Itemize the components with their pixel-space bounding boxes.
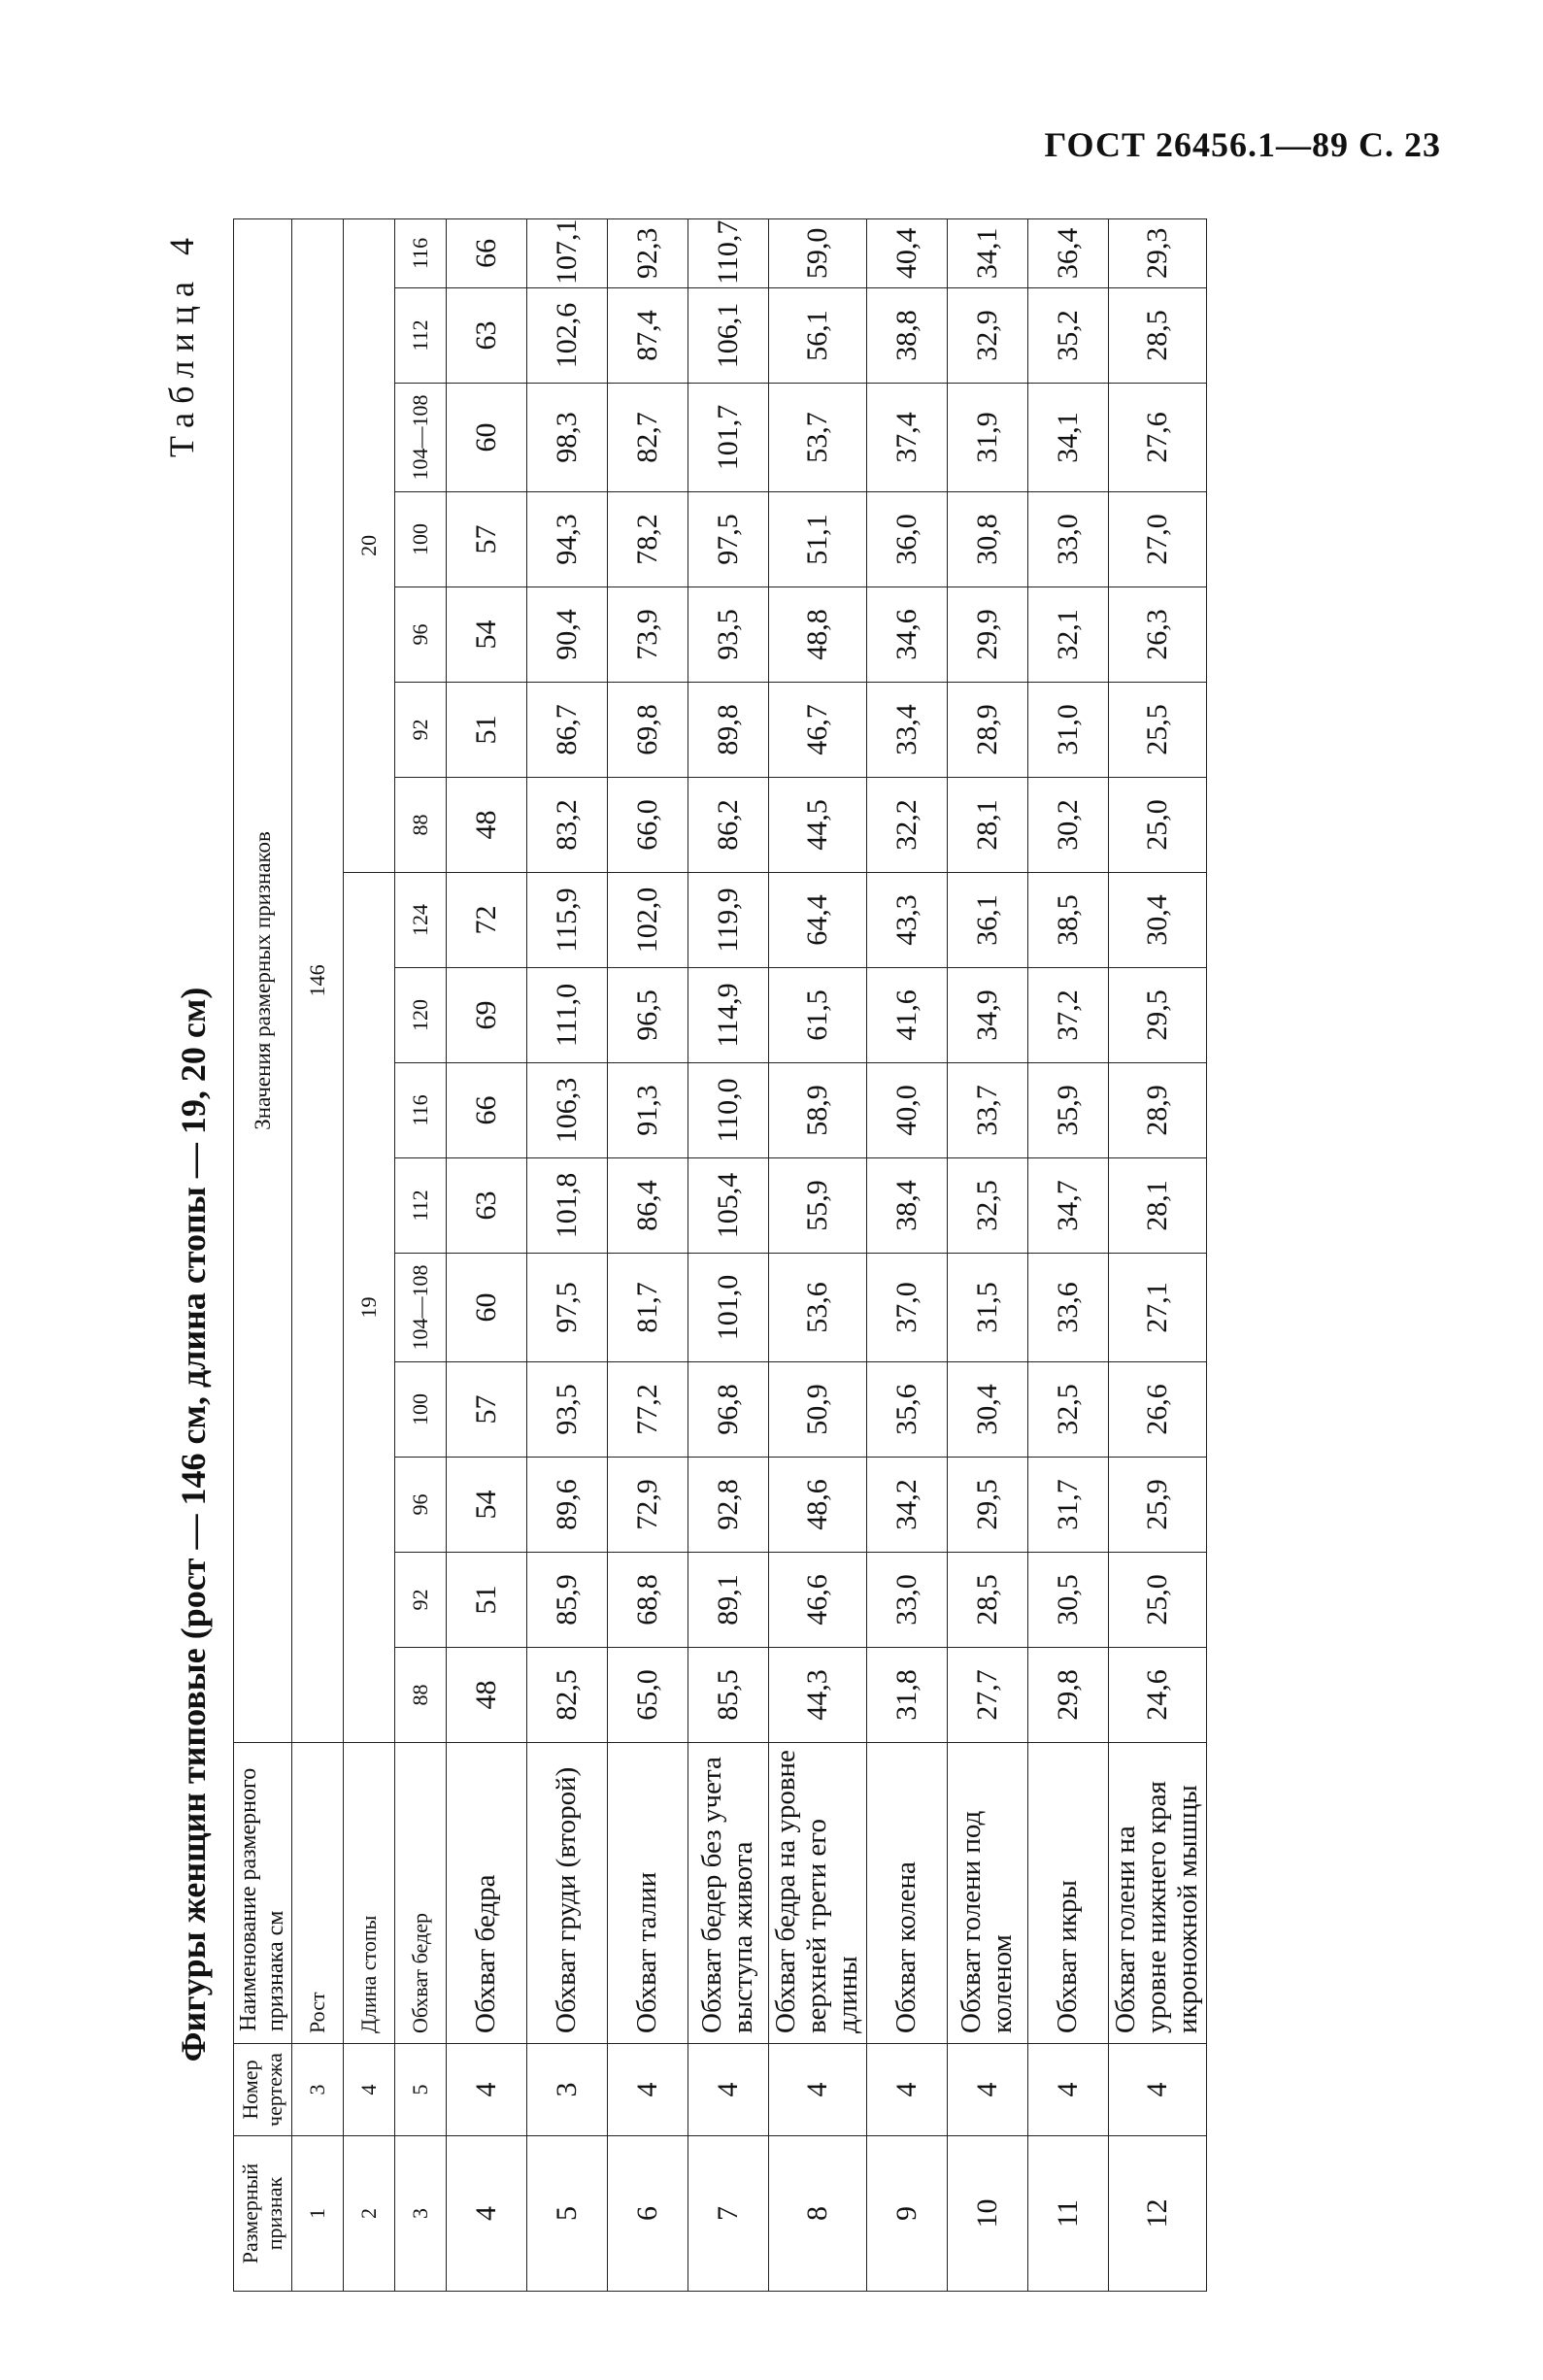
value-cell: 105,4: [688, 1158, 769, 1254]
value-cell: 37,0: [866, 1254, 947, 1362]
value-cell: 37,4: [866, 384, 947, 492]
hips-cell: 96: [395, 1458, 447, 1553]
value-cell: 63: [447, 288, 527, 384]
hips-cell: 116: [395, 218, 447, 287]
hips-cell: 92: [395, 1553, 447, 1648]
value-cell: 46,6: [769, 1553, 867, 1648]
value-cell: 60: [447, 1254, 527, 1362]
row-index: 3: [395, 2136, 447, 2292]
value-cell: 115,9: [527, 873, 608, 968]
value-cell: 35,6: [866, 1362, 947, 1458]
value-cell: 69: [447, 968, 527, 1063]
value-cell: 27,6: [1108, 384, 1206, 492]
value-cell: 30,4: [947, 1362, 1027, 1458]
value-cell: 36,4: [1027, 218, 1108, 287]
value-cell: 50,9: [769, 1362, 867, 1458]
value-cell: 27,0: [1108, 492, 1206, 587]
value-cell: 110,7: [688, 218, 769, 287]
value-cell: 53,6: [769, 1254, 867, 1362]
row-stopa: [344, 218, 395, 2291]
value-cell: 72,9: [608, 1458, 688, 1553]
value-cell: 72: [447, 873, 527, 968]
table-row: [1027, 218, 1108, 2291]
value-cell: 32,5: [1027, 1362, 1108, 1458]
value-cell: 87,4: [608, 288, 688, 384]
value-cell: 101,0: [688, 1254, 769, 1362]
value-cell: 28,9: [947, 683, 1027, 778]
value-cell: 43,3: [866, 873, 947, 968]
table-body: [292, 218, 1206, 2291]
value-cell: 31,5: [947, 1254, 1027, 1362]
table-row: [947, 218, 1027, 2291]
value-cell: 46,7: [769, 683, 867, 778]
value-cell: 85,5: [688, 1648, 769, 1743]
value-cell: 30,8: [947, 492, 1027, 587]
row-drawing-no: 4: [866, 2044, 947, 2136]
value-cell: 92,8: [688, 1458, 769, 1553]
row-drawing-no: 4: [947, 2044, 1027, 2136]
value-cell: 60: [447, 384, 527, 492]
value-cell: 38,5: [1027, 873, 1108, 968]
value-cell: 93,5: [688, 587, 769, 683]
row-name: Обхват бедер без учета выступа живота: [688, 1743, 769, 2044]
value-cell: 48: [447, 778, 527, 873]
rotated-table-block: [155, 218, 1466, 2292]
row-name: Обхват икры: [1027, 1743, 1108, 2044]
value-cell: 66,0: [608, 778, 688, 873]
row-number: 5: [527, 2136, 608, 2292]
value-cell: 29,9: [947, 587, 1027, 683]
value-cell: 119,9: [688, 873, 769, 968]
value-cell: 69,8: [608, 683, 688, 778]
row-number: 11: [1027, 2136, 1108, 2292]
table-label: Таблица 4: [162, 229, 201, 457]
table-row: [688, 218, 769, 2291]
hips-cell: 100: [395, 492, 447, 587]
row-drawing: 4: [344, 2044, 395, 2136]
row-drawing: 5: [395, 2044, 447, 2136]
hips-cell: 100: [395, 1362, 447, 1458]
value-cell: 82,7: [608, 384, 688, 492]
value-cell: 26,6: [1108, 1362, 1206, 1458]
value-cell: 28,9: [1108, 1063, 1206, 1158]
row-drawing-no: 4: [447, 2044, 527, 2136]
value-cell: 32,5: [947, 1158, 1027, 1254]
value-cell: 55,9: [769, 1158, 867, 1254]
value-cell: 54: [447, 587, 527, 683]
row-drawing-no: 4: [1027, 2044, 1108, 2136]
row-name: Обхват голени на уровне нижнего края икроножной мышцы: [1108, 1743, 1206, 2044]
value-cell: 34,1: [947, 218, 1027, 287]
table-row: [608, 218, 688, 2291]
value-cell: 107,1: [527, 218, 608, 287]
value-cell: 66: [447, 218, 527, 287]
hips-cell: 88: [395, 1648, 447, 1743]
hips-cell: 92: [395, 683, 447, 778]
value-cell: 83,2: [527, 778, 608, 873]
value-cell: 33,0: [1027, 492, 1108, 587]
col-size-sign: Размерный признак: [234, 2136, 292, 2292]
hips-cell: 104—108: [395, 1254, 447, 1362]
stopa-19: 19: [344, 873, 395, 1743]
value-cell: 32,1: [1027, 587, 1108, 683]
value-cell: 41,6: [866, 968, 947, 1063]
value-cell: 33,6: [1027, 1254, 1108, 1362]
row-number: 10: [947, 2136, 1027, 2292]
value-cell: 101,7: [688, 384, 769, 492]
row-name: Обхват груди (второй): [527, 1743, 608, 2044]
value-cell: 31,0: [1027, 683, 1108, 778]
value-cell: 28,5: [947, 1553, 1027, 1648]
value-cell: 26,3: [1108, 587, 1206, 683]
hips-cell: 112: [395, 288, 447, 384]
value-cell: 25,5: [1108, 683, 1206, 778]
value-cell: 93,5: [527, 1362, 608, 1458]
row-name: Обхват бедра на уровне верхней трети его длины: [769, 1743, 867, 2044]
table-row: [866, 218, 947, 2291]
value-cell: 92,3: [608, 218, 688, 287]
row-number: 12: [1108, 2136, 1206, 2292]
row-drawing-no: 4: [769, 2044, 867, 2136]
row-drawing-no: 4: [688, 2044, 769, 2136]
row-label: Длина стопы: [344, 1743, 395, 2044]
value-cell: 30,5: [1027, 1553, 1108, 1648]
value-cell: 51,1: [769, 492, 867, 587]
row-drawing: 3: [292, 2044, 344, 2136]
row-drawing-no: 4: [608, 2044, 688, 2136]
row-number: 9: [866, 2136, 947, 2292]
row-index: 2: [344, 2136, 395, 2292]
value-cell: 106,3: [527, 1063, 608, 1158]
row-name: Обхват голени под коленом: [947, 1743, 1027, 2044]
size-table: [233, 218, 1207, 2292]
value-cell: 29,8: [1027, 1648, 1108, 1743]
value-cell: 53,7: [769, 384, 867, 492]
row-number: 4: [447, 2136, 527, 2292]
row-number: 6: [608, 2136, 688, 2292]
value-cell: 106,1: [688, 288, 769, 384]
value-cell: 78,2: [608, 492, 688, 587]
row-name: Обхват бедра: [447, 1743, 527, 2044]
value-cell: 31,7: [1027, 1458, 1108, 1553]
value-cell: 111,0: [527, 968, 608, 1063]
value-cell: 31,8: [866, 1648, 947, 1743]
value-cell: 36,0: [866, 492, 947, 587]
value-cell: 82,5: [527, 1648, 608, 1743]
value-cell: 89,6: [527, 1458, 608, 1553]
value-cell: 65,0: [608, 1648, 688, 1743]
value-cell: 89,8: [688, 683, 769, 778]
value-cell: 64,4: [769, 873, 867, 968]
value-cell: 37,2: [1027, 968, 1108, 1063]
value-cell: 25,9: [1108, 1458, 1206, 1553]
value-cell: 38,4: [866, 1158, 947, 1254]
value-cell: 27,1: [1108, 1254, 1206, 1362]
hips-cell: 88: [395, 778, 447, 873]
value-cell: 34,7: [1027, 1158, 1108, 1254]
table-row: [447, 218, 527, 2291]
value-cell: 36,1: [947, 873, 1027, 968]
rost-value: 146: [292, 218, 344, 1742]
value-cell: 29,3: [1108, 218, 1206, 287]
value-cell: 68,8: [608, 1553, 688, 1648]
page-header: ГОСТ 26456.1—89 С. 23: [1044, 125, 1441, 164]
value-cell: 38,8: [866, 288, 947, 384]
value-cell: 48,8: [769, 587, 867, 683]
row-label: Обхват бедер: [395, 1743, 447, 2044]
row-name: Обхват талии: [608, 1743, 688, 2044]
value-cell: 66: [447, 1063, 527, 1158]
value-cell: 81,7: [608, 1254, 688, 1362]
value-cell: 101,8: [527, 1158, 608, 1254]
row-drawing-no: 3: [527, 2044, 608, 2136]
row-drawing-no: 4: [1108, 2044, 1206, 2136]
value-cell: 56,1: [769, 288, 867, 384]
value-cell: 102,0: [608, 873, 688, 968]
value-cell: 51: [447, 1553, 527, 1648]
value-cell: 57: [447, 1362, 527, 1458]
table-title: Фигуры женщин типовые (рост — 146 см, длина стопы — 19, 20 см): [174, 987, 213, 2062]
value-cell: 94,3: [527, 492, 608, 587]
value-cell: 28,1: [1108, 1158, 1206, 1254]
value-cell: 34,2: [866, 1458, 947, 1553]
value-cell: 33,7: [947, 1063, 1027, 1158]
value-cell: 25,0: [1108, 1553, 1206, 1648]
hips-cell: 96: [395, 587, 447, 683]
value-cell: 54: [447, 1458, 527, 1553]
value-cell: 77,2: [608, 1362, 688, 1458]
value-cell: 73,9: [608, 587, 688, 683]
value-cell: 97,5: [688, 492, 769, 587]
value-cell: 58,9: [769, 1063, 867, 1158]
row-name: Обхват колена: [866, 1743, 947, 2044]
row-rost: [292, 218, 344, 2291]
value-cell: 96,5: [608, 968, 688, 1063]
value-cell: 102,6: [527, 288, 608, 384]
value-cell: 30,2: [1027, 778, 1108, 873]
table-row: [769, 218, 867, 2291]
value-cell: 29,5: [947, 1458, 1027, 1553]
value-cell: 40,4: [866, 218, 947, 287]
col-name: Наименование размерного признака см: [234, 1743, 292, 2044]
value-cell: 63: [447, 1158, 527, 1254]
value-cell: 44,5: [769, 778, 867, 873]
value-cell: 90,4: [527, 587, 608, 683]
value-cell: 32,2: [866, 778, 947, 873]
value-cell: 31,9: [947, 384, 1027, 492]
value-cell: 48,6: [769, 1458, 867, 1553]
value-cell: 110,0: [688, 1063, 769, 1158]
value-cell: 86,7: [527, 683, 608, 778]
value-cell: 35,2: [1027, 288, 1108, 384]
table-row: [1108, 218, 1206, 2291]
value-cell: 33,4: [866, 683, 947, 778]
value-cell: 30,4: [1108, 873, 1206, 968]
value-cell: 32,9: [947, 288, 1027, 384]
value-cell: 35,9: [1027, 1063, 1108, 1158]
row-label: Рост: [292, 1743, 344, 2044]
value-cell: 51: [447, 683, 527, 778]
hips-cell: 120: [395, 968, 447, 1063]
value-cell: 59,0: [769, 218, 867, 287]
value-cell: 29,5: [1108, 968, 1206, 1063]
value-cell: 28,1: [947, 778, 1027, 873]
value-cell: 40,0: [866, 1063, 947, 1158]
col-drawing-no: Номер чертежа: [234, 2044, 292, 2136]
value-cell: 114,9: [688, 968, 769, 1063]
value-cell: 61,5: [769, 968, 867, 1063]
value-cell: 85,9: [527, 1553, 608, 1648]
value-cell: 44,3: [769, 1648, 867, 1743]
value-cell: 98,3: [527, 384, 608, 492]
value-cell: 86,4: [608, 1158, 688, 1254]
col-values: Значения размерных признаков: [234, 218, 292, 1742]
value-cell: 89,1: [688, 1553, 769, 1648]
value-cell: 24,6: [1108, 1648, 1206, 1743]
row-index: 1: [292, 2136, 344, 2292]
hips-cell: 104—108: [395, 384, 447, 492]
row-number: 7: [688, 2136, 769, 2292]
value-cell: 97,5: [527, 1254, 608, 1362]
stopa-20: 20: [344, 218, 395, 872]
hips-cell: 112: [395, 1158, 447, 1254]
hips-cell: 116: [395, 1063, 447, 1158]
value-cell: 27,7: [947, 1648, 1027, 1743]
value-cell: 91,3: [608, 1063, 688, 1158]
value-cell: 33,0: [866, 1553, 947, 1648]
row-hips: [395, 218, 447, 2291]
table-row: [527, 218, 608, 2291]
hips-cell: 124: [395, 873, 447, 968]
value-cell: 34,6: [866, 587, 947, 683]
value-cell: 28,5: [1108, 288, 1206, 384]
value-cell: 86,2: [688, 778, 769, 873]
value-cell: 34,9: [947, 968, 1027, 1063]
value-cell: 96,8: [688, 1362, 769, 1458]
value-cell: 34,1: [1027, 384, 1108, 492]
row-number: 8: [769, 2136, 867, 2292]
value-cell: 57: [447, 492, 527, 587]
value-cell: 48: [447, 1648, 527, 1743]
value-cell: 25,0: [1108, 778, 1206, 873]
